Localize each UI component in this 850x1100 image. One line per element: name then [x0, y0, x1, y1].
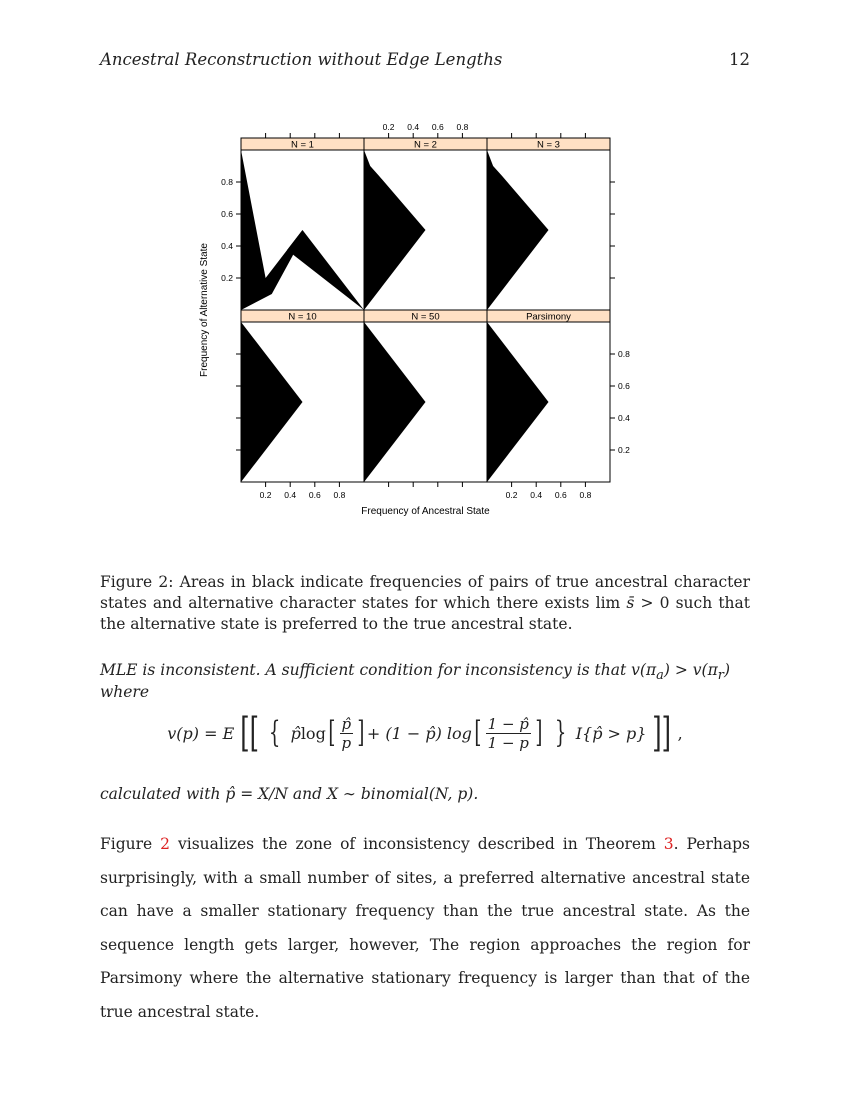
inconsistency-region	[364, 150, 426, 310]
panel-label: Parsimony	[526, 311, 571, 323]
panel-label: N = 50	[411, 311, 440, 323]
inconsistency-region	[241, 322, 303, 482]
running-head	[100, 50, 750, 72]
eq-fraction-2: $\frac{1 - p̂}{1 - p}$	[487, 714, 529, 752]
panel-label: N = 3	[537, 139, 560, 151]
eq-fraction-1: $\frac{p̂}{p}$	[341, 714, 352, 752]
eq-phat: p̂	[290, 723, 301, 743]
tick-label: 0.4	[530, 490, 543, 500]
eq-lhs: v(p) = E	[167, 723, 235, 743]
inconsistency-region	[364, 322, 426, 482]
tick-label: 0.8	[221, 177, 233, 187]
tick-label: 0.4	[284, 490, 297, 500]
body-paragraph: Figure 2 visualizes the zone of inconsistency described in Theorem 3. Perhaps surprisingly, with a small number of sites, a preferred alternative ancestral state can have a smaller stationary frequency than the true ancestral state. As the sequence length gets larger, however, The region approaches the region for Parsimony where the alternative stationary frequency is larger than that of the true ancestral state.	[100, 835, 750, 1021]
eq-bracket-open: [[	[240, 710, 260, 756]
calculation-note	[100, 785, 750, 803]
theorem-statement	[100, 661, 750, 701]
eq-bracket-close: ]]	[652, 710, 672, 756]
caption-label: Figure 2:	[100, 573, 174, 591]
inconsistency-region	[487, 150, 549, 310]
tick-label: 0.8	[333, 490, 346, 500]
inconsistency-region	[487, 322, 549, 482]
x-axis-label: Frequency of Ancestral State	[361, 506, 490, 517]
tick-label: 0.6	[554, 490, 567, 500]
tick-label: 0.6	[431, 122, 444, 132]
page-number: 12	[729, 50, 750, 69]
eq-brace-close: }	[554, 715, 566, 750]
inconsistency-region	[241, 150, 303, 310]
eq-brace-open: {	[269, 715, 281, 750]
theorem-expr-mid: ) > v(π	[663, 661, 718, 679]
figure-ref-link[interactable]: 2	[160, 835, 171, 853]
tick-label: 0.2	[382, 122, 395, 132]
lattice-chart	[180, 112, 640, 552]
tick-label: 0.2	[259, 490, 272, 500]
running-title: Ancestral Reconstruction without Edge Lengths	[100, 50, 503, 69]
eq-plus-term: + (1 − p̂) log	[366, 723, 472, 743]
calc-expr-1: p̂ = X/N	[225, 785, 288, 803]
caption-sbar: s̄	[626, 594, 635, 612]
display-equation: v(p) = E [[ { p̂ log [ $\frac{p̂}{p}$ ] + (1 − p̂) log [ $\frac{1 - p̂}{1 - p}$ ] } I{p̂ > p} ]] ,	[167, 710, 683, 756]
tick-label: 0.2	[221, 273, 233, 283]
tick-label: 0.8	[579, 490, 592, 500]
panel-label: N = 1	[291, 139, 314, 151]
theorem-expr-a: v(π	[631, 661, 657, 679]
tick-label: 0.4	[221, 241, 233, 251]
tick-label: 0.8	[456, 122, 469, 132]
eq-indicator: I{p̂ > p}	[575, 723, 647, 743]
theorem-expr-end: ) where	[100, 661, 730, 702]
figure-2	[180, 112, 640, 552]
inconsistency-region	[287, 230, 364, 310]
inconsistency-region	[475, 291, 487, 310]
eq-log: log	[300, 723, 326, 743]
eq-tail: ,	[677, 723, 683, 743]
theorem-sub-r: r	[717, 668, 724, 684]
theorem-text: MLE is inconsistent. A sufficient condition for inconsistency is that	[100, 661, 632, 679]
theorem-sub-a: a	[656, 668, 664, 684]
tick-label: 0.2	[618, 445, 630, 455]
tick-label: 0.8	[618, 349, 630, 359]
tick-label: 0.6	[618, 381, 630, 391]
panel-label: N = 10	[288, 311, 317, 323]
y-axis-label: Frequency of Alternative State	[199, 243, 210, 377]
tick-label: 0.4	[618, 413, 630, 423]
calc-text-b: and	[287, 785, 327, 803]
tick-label: 0.6	[308, 490, 321, 500]
caption-text-b: > 0 such that the alternative state is preferred to the true ancestral state.	[100, 594, 750, 633]
tick-label: 0.2	[505, 490, 518, 500]
calc-text-a: calculated with	[100, 785, 226, 803]
tick-label: 0.4	[407, 122, 420, 132]
panel-label: N = 2	[414, 139, 437, 151]
caption-text-a: Areas in black indicate frequencies of pairs of true ancestral character states and alternative character states for which there exists lim	[100, 573, 750, 612]
tick-label: 0.6	[221, 209, 233, 219]
figure-caption	[100, 572, 750, 635]
calc-expr-2: X ∼ binomial(N, p).	[326, 785, 479, 803]
theorem-ref-link[interactable]: 3	[663, 835, 674, 853]
